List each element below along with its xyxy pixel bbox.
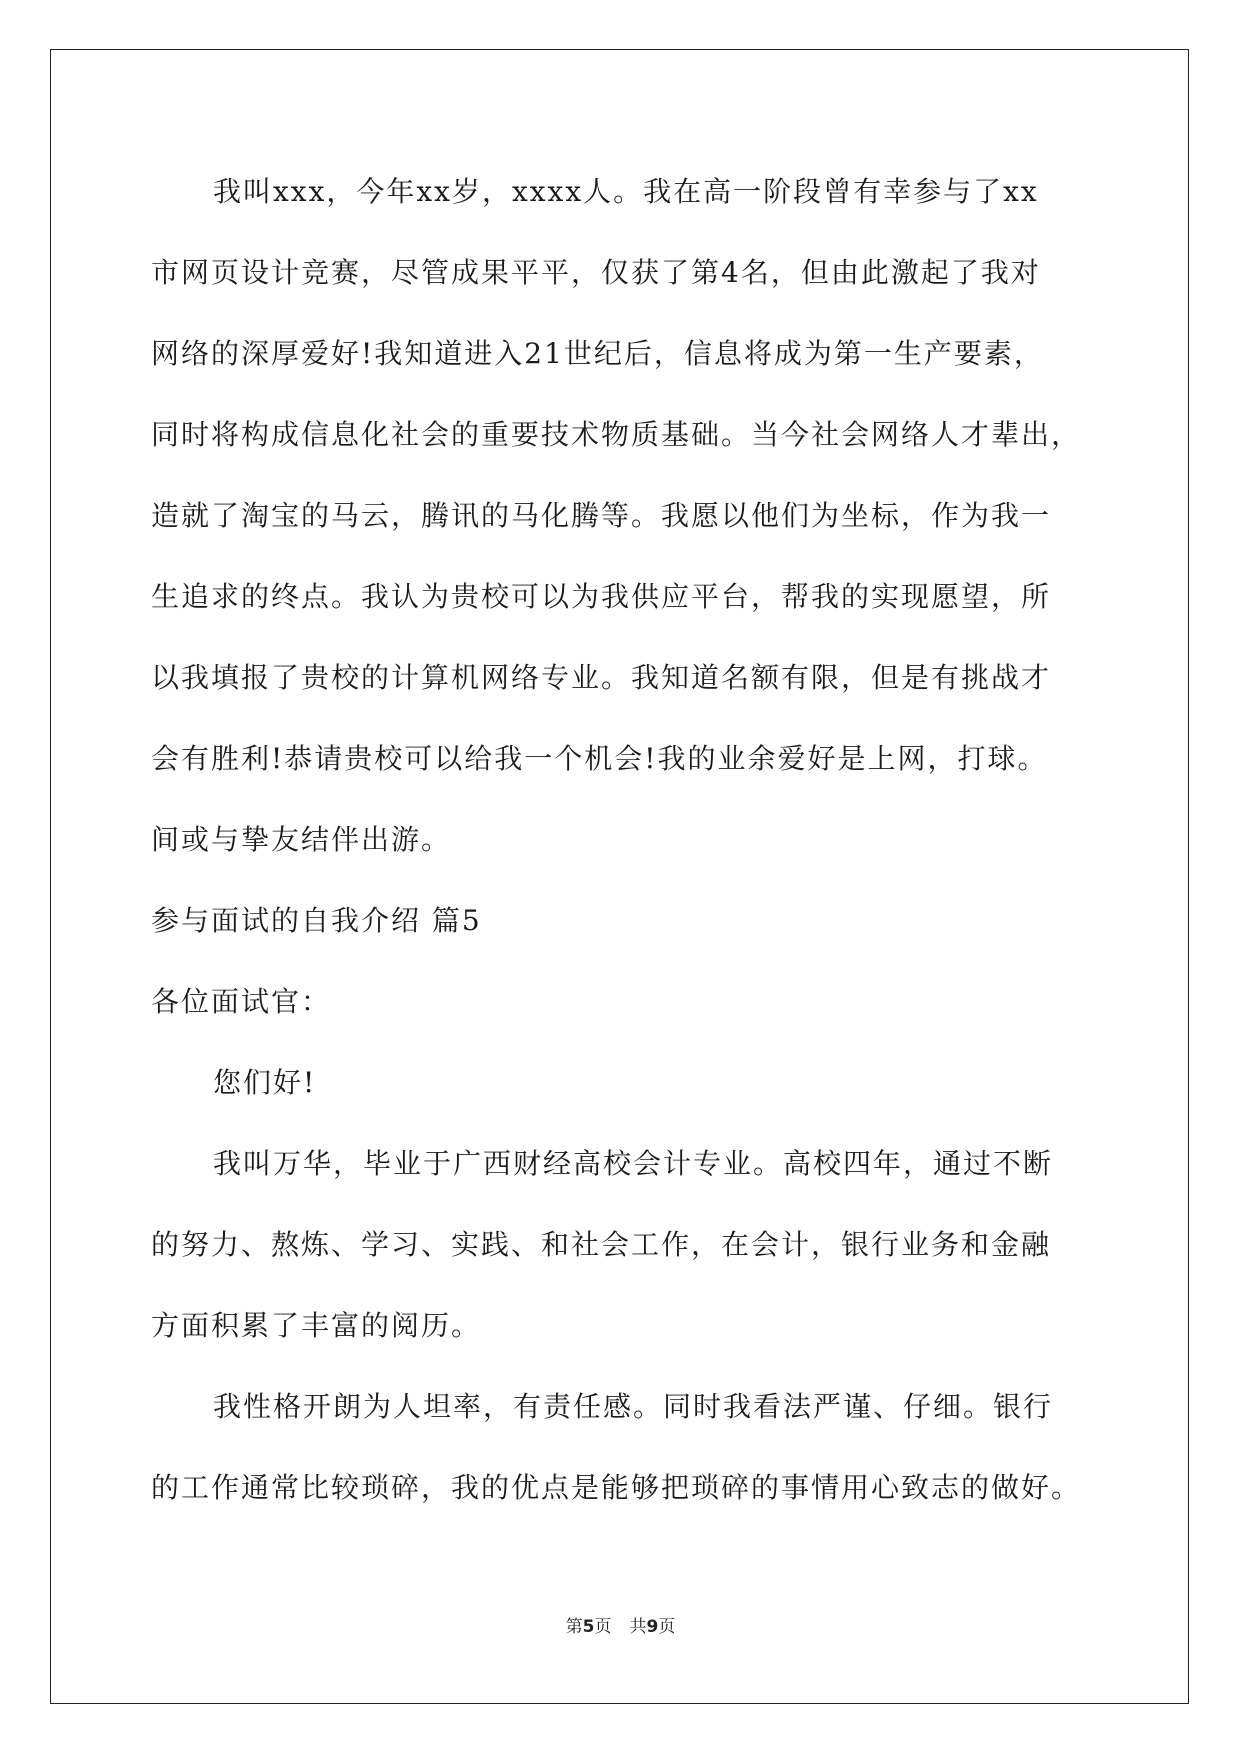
paragraph-line: 我叫xxx，今年xx岁，xxxx人。我在高一阶段曾有幸参与了xx <box>213 175 1039 208</box>
total-suffix: 页 <box>658 1617 676 1637</box>
page-prefix: 第 <box>565 1617 583 1637</box>
paragraph-line: 的努力、熬炼、学习、实践、和社会工作，在会计，银行业务和金融 <box>151 1228 1052 1261</box>
greeting: 您们好! <box>213 1066 317 1099</box>
paragraph-line: 以我填报了贵校的计算机网络专业。我知道名额有限，但是有挑战才 <box>151 661 1052 694</box>
page-footer <box>0 1615 1241 1639</box>
salutation: 各位面试官： <box>151 985 332 1018</box>
paragraph-line: 市网页设计竞赛，尽管成果平平，仅获了第4名，但由此激起了我对 <box>151 256 1041 289</box>
paragraph-line: 间或与挚友结伴出游。 <box>151 823 452 856</box>
paragraph-line: 方面积累了丰富的阅历。 <box>151 1309 482 1342</box>
paragraph-line: 同时将构成信息化社会的重要技术物质基础。当今社会网络人才辈出， <box>151 418 1082 451</box>
page-border <box>50 49 1189 1704</box>
paragraph-line: 会有胜利!恭请贵校可以给我一个机会!我的业余爱好是上网，打球。 <box>151 742 1048 775</box>
paragraph-line: 的工作通常比较琐碎，我的优点是能够把琐碎的事情用心致志的做好。 <box>151 1471 1082 1504</box>
paragraph-line: 造就了淘宝的马云，腾讯的马化腾等。我愿以他们为坐标，作为我一 <box>151 499 1052 532</box>
section-title: 参与面试的自我介绍 篇5 <box>151 904 482 937</box>
page-current: 5 <box>582 1617 595 1637</box>
paragraph-line: 我叫万华，毕业于广西财经高校会计专业。高校四年，通过不断 <box>213 1147 1054 1180</box>
page-total: 9 <box>646 1617 659 1637</box>
page-suffix: 页 <box>594 1617 612 1637</box>
paragraph-line: 生追求的终点。我认为贵校可以为我供应平台，帮我的实现愿望，所 <box>151 580 1052 613</box>
paragraph-line: 网络的深厚爱好!我知道进入21世纪后，信息将成为第一生产要素， <box>151 337 1044 370</box>
total-prefix: 共 <box>629 1617 647 1637</box>
paragraph-line: 我性格开朗为人坦率，有责任感。同时我看法严谨、仔细。银行 <box>213 1390 1054 1423</box>
